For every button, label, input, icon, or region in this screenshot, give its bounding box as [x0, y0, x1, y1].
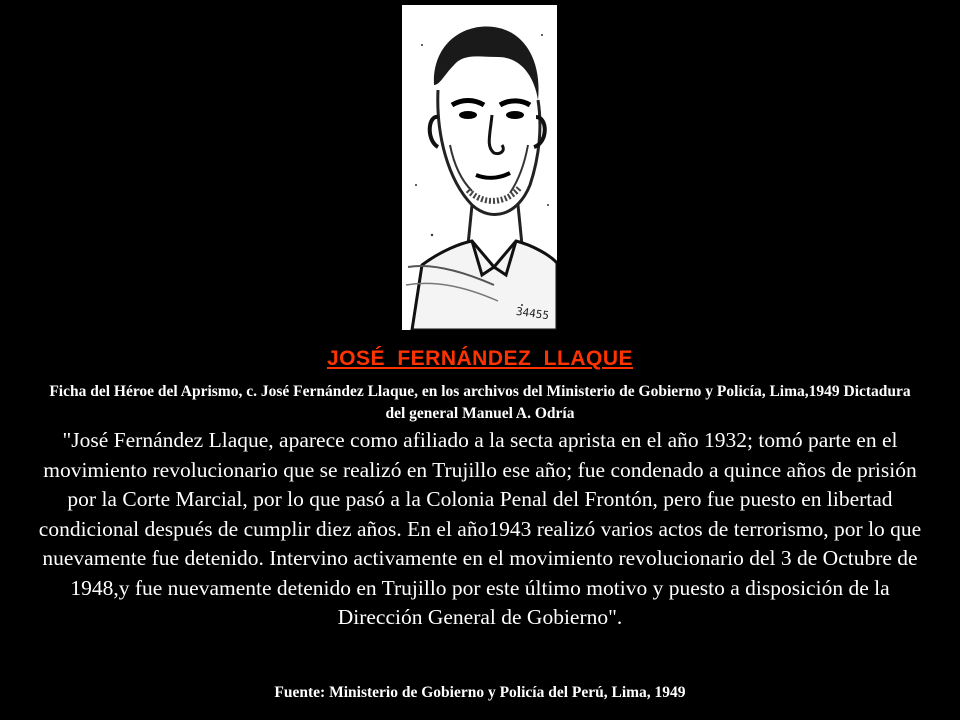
- portrait-photo: [402, 5, 557, 330]
- source-credit: Fuente: Ministerio de Gobierno y Policía del Perú, Lima, 1949: [274, 684, 686, 701]
- portrait-image: [402, 5, 557, 330]
- page-title: JOSÉ FERNÁNDEZ LLAQUE: [326, 347, 634, 370]
- stamp-number: 34455: [515, 304, 550, 323]
- quote-paragraph: "José Fernández Llaque, aparece como afiliado a la secta aprista en el año 1932; tomó parte en el movimiento revolucionario que se realizó en Trujillo ese año; fue condenado a quince años de prisión por la Corte Marcial, por lo que pasó a la Colonia Penal del Frontón, pero fue puesto en libertad condicional después de cumplir diez años. En el año1943 realizó varios actos de terrorismo, por lo que nuevamente fue detenido. Intervino activamente en el movimiento revolucionario del 3 de Octubre de 1948,y fue nuevamente detenido en Trujillo por este último motivo y puesto a disposición de la Dirección General de Gobierno".: [38, 428, 922, 629]
- photo-caption: Ficha del Héroe del Aprismo, c. José Fernández Llaque, en los archivos del Ministerio de Gobierno y Policía, Lima,1949 Dictadura del general Manuel A. Odría: [49, 383, 911, 422]
